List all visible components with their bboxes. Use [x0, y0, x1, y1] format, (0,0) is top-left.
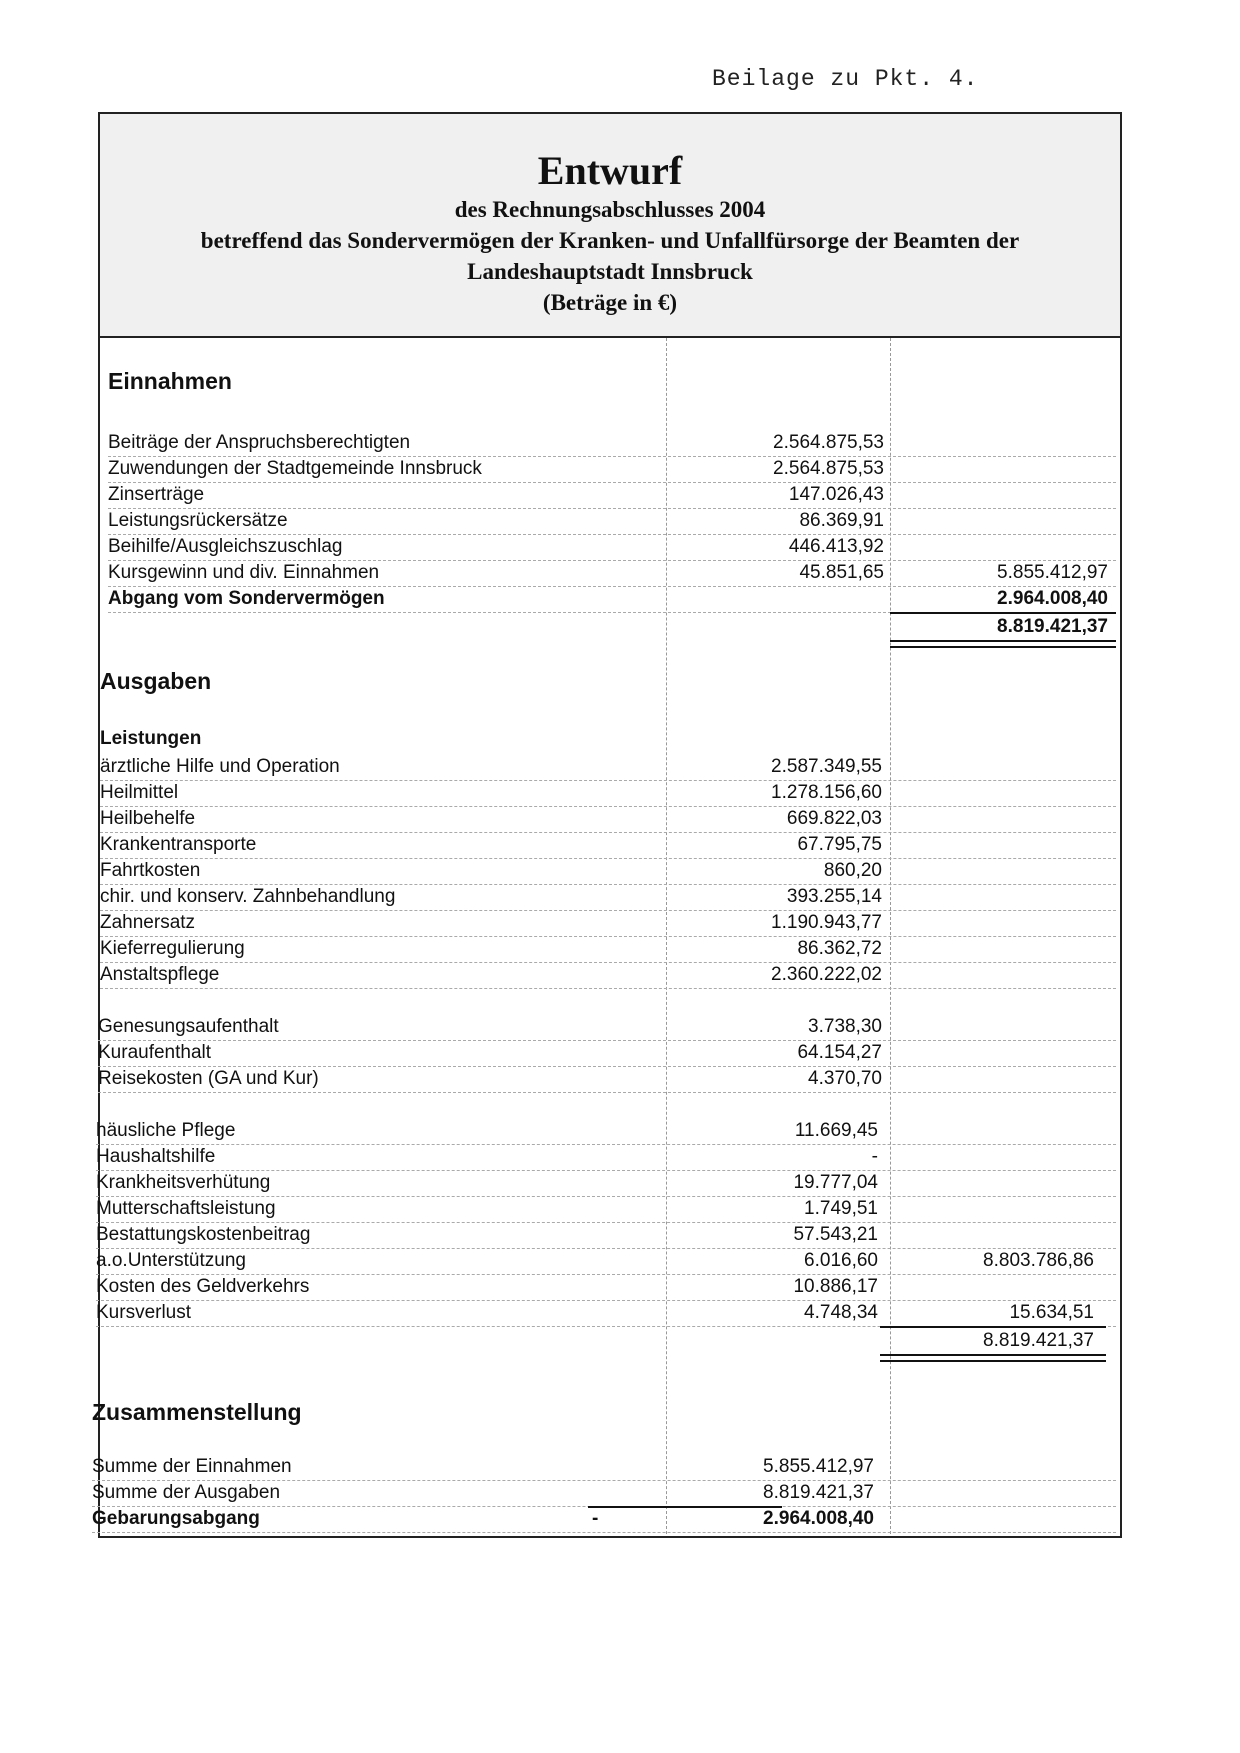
- row-amount: 2.360.222,02: [771, 964, 882, 985]
- ausgaben-row: [96, 1248, 1116, 1275]
- subheading-leistungen: Leistungen: [100, 728, 202, 749]
- row-amount: 860,20: [823, 860, 882, 881]
- row-label: Fahrtkosten: [100, 860, 201, 881]
- einnahmen-row: [108, 508, 1116, 535]
- ausgaben-row: [100, 806, 1116, 833]
- row-label: chir. und konserv. Zahnbehandlung: [100, 886, 396, 907]
- ausgaben-row: [100, 884, 1116, 911]
- ausgaben-row: [96, 1144, 1116, 1171]
- row-label: Krankentransporte: [100, 834, 257, 855]
- einnahmen-total: 8.819.421,37: [997, 616, 1108, 637]
- row-label: Kursverlust: [96, 1302, 192, 1323]
- ausgaben-row: [96, 1170, 1116, 1197]
- row-amount: 446.413,92: [788, 536, 884, 557]
- row-label: Zinserträge: [108, 484, 205, 505]
- row-amount: 1.278.156,60: [771, 782, 882, 803]
- einnahmen-row: [108, 586, 1116, 613]
- row-amount: 3.738,30: [808, 1016, 882, 1037]
- ausgaben-row: [100, 962, 1116, 989]
- row-amount: 10.886,17: [793, 1276, 878, 1297]
- row-label: Kuraufenthalt: [98, 1042, 212, 1063]
- row-label: Bestattungskostenbeitrag: [96, 1224, 311, 1245]
- ausgaben-row: [96, 1118, 1116, 1145]
- row-amount: 6.016,60: [804, 1250, 878, 1271]
- subtitle-line1: des Rechnungsabschlusses 2004: [454, 197, 766, 222]
- row-label: Summe der Ausgaben: [92, 1482, 281, 1503]
- ausgaben-row: [98, 1014, 1116, 1041]
- row-label: a.o.Unterstützung: [96, 1250, 246, 1271]
- row-label: Zahnersatz: [100, 912, 196, 933]
- einnahmen-row: [108, 482, 1116, 509]
- row-amount: 147.026,43: [788, 484, 884, 505]
- total-double-rule: [880, 1354, 1106, 1362]
- subtitle-line4: (Beträge in €): [542, 290, 678, 315]
- ausgaben-row: [100, 858, 1116, 885]
- row-label: Reisekosten (GA und Kur): [98, 1068, 319, 1089]
- summary-row: [92, 1454, 1116, 1481]
- total-double-rule: [890, 640, 1116, 648]
- row-amount: 2.564.875,53: [773, 432, 884, 453]
- row-amount: 669.822,03: [786, 808, 882, 829]
- row-amount: 86.362,72: [797, 938, 882, 959]
- row-amount: 4.370,70: [808, 1068, 882, 1089]
- row-subtotal: 15.634,51: [1009, 1302, 1094, 1323]
- subtitle-line3: Landeshauptstadt Innsbruck: [467, 259, 753, 284]
- row-label: Heilmittel: [100, 782, 179, 803]
- row-amount: 5.855.412,97: [763, 1456, 874, 1477]
- row-label: Summe der Einnahmen: [92, 1456, 292, 1477]
- row-amount: 8.819.421,37: [763, 1482, 874, 1503]
- statement-frame: [92, 112, 1122, 1538]
- einnahmen-row: [108, 456, 1116, 483]
- row-label: Kieferregulierung: [100, 938, 245, 959]
- row-subtotal: 8.803.786,86: [983, 1250, 1094, 1271]
- row-label: Mutterschaftsleistung: [96, 1198, 276, 1219]
- row-label: ärztliche Hilfe und Operation: [100, 756, 340, 777]
- row-amount: 67.795,75: [797, 834, 882, 855]
- page-title: Entwurf: [537, 148, 683, 193]
- row-label: Beihilfe/Ausgleichszuschlag: [108, 536, 343, 557]
- row-amount: 4.748,34: [804, 1302, 878, 1323]
- ausgaben-row: [100, 936, 1116, 963]
- row-label: Krankheitsverhütung: [96, 1172, 271, 1193]
- ausgaben-row: [100, 832, 1116, 859]
- row-amount: 45.851,65: [799, 562, 884, 583]
- final-rule: [588, 1506, 782, 1508]
- row-amount: 57.543,21: [793, 1224, 878, 1245]
- row-amount: 19.777,04: [793, 1172, 878, 1193]
- section-heading-zusammenstellung: Zusammenstellung: [92, 1399, 302, 1425]
- negative-sign: -: [592, 1508, 599, 1529]
- einnahmen-row: [108, 430, 1116, 457]
- einnahmen-row: [108, 534, 1116, 561]
- row-label: Zuwendungen der Stadtgemeinde Innsbruck: [108, 458, 482, 479]
- ausgaben-total: 8.819.421,37: [983, 1330, 1094, 1351]
- row-amount: 2.587.349,55: [771, 756, 882, 777]
- summary-row: [92, 1480, 1116, 1507]
- ausgaben-row: [98, 1040, 1116, 1067]
- row-amount: 393.255,14: [786, 886, 882, 907]
- ausgaben-row: [96, 1196, 1116, 1223]
- row-label: Beiträge der Anspruchsberechtigten: [108, 432, 411, 453]
- row-amount: 11.669,45: [794, 1120, 878, 1141]
- row-label: Abgang vom Sondervermögen: [108, 588, 385, 609]
- row-amount: 64.154,27: [797, 1042, 882, 1063]
- ausgaben-row: [100, 754, 1116, 781]
- row-amount: 2.564.875,53: [773, 458, 884, 479]
- ausgaben-row: [100, 910, 1116, 937]
- row-amount: 2.964.008,40: [763, 1508, 874, 1529]
- row-label: Haushaltshilfe: [96, 1146, 216, 1167]
- row-amount: -: [871, 1146, 878, 1167]
- row-amount: 86.369,91: [799, 510, 884, 531]
- ausgaben-row: [100, 780, 1116, 807]
- ausgaben-row: [96, 1222, 1116, 1249]
- subtitle-line2: betreffend das Sondervermögen der Kranken- und Unfallfürsorge der Beamten der: [200, 228, 1020, 253]
- row-label: Gebarungsabgang: [92, 1508, 260, 1529]
- einnahmen-row: [108, 560, 1116, 587]
- row-subtotal: 5.855.412,97: [997, 562, 1108, 583]
- row-label: Kosten des Geldverkehrs: [96, 1276, 310, 1297]
- row-label: häusliche Pflege: [96, 1120, 236, 1141]
- row-subtotal: 2.964.008,40: [997, 588, 1108, 609]
- ausgaben-row: [98, 1066, 1116, 1093]
- summary-final-row: [92, 1506, 1116, 1533]
- attachment-note: Beilage zu Pkt. 4.: [712, 66, 979, 92]
- ausgaben-row: [96, 1274, 1116, 1301]
- row-label: Anstaltspflege: [100, 964, 220, 985]
- header: [100, 114, 1120, 338]
- row-amount: 1.190.943,77: [771, 912, 882, 933]
- row-amount: 1.749,51: [804, 1198, 878, 1219]
- section-heading-einnahmen: Einnahmen: [108, 368, 232, 394]
- section-heading-ausgaben: Ausgaben: [100, 668, 212, 694]
- row-label: Kursgewinn und div. Einnahmen: [108, 562, 380, 583]
- row-label: Leistungsrückersätze: [108, 510, 288, 531]
- ausgaben-row: [96, 1300, 1116, 1327]
- row-label: Heilbehelfe: [100, 808, 196, 829]
- row-label: Genesungsaufenthalt: [98, 1016, 279, 1037]
